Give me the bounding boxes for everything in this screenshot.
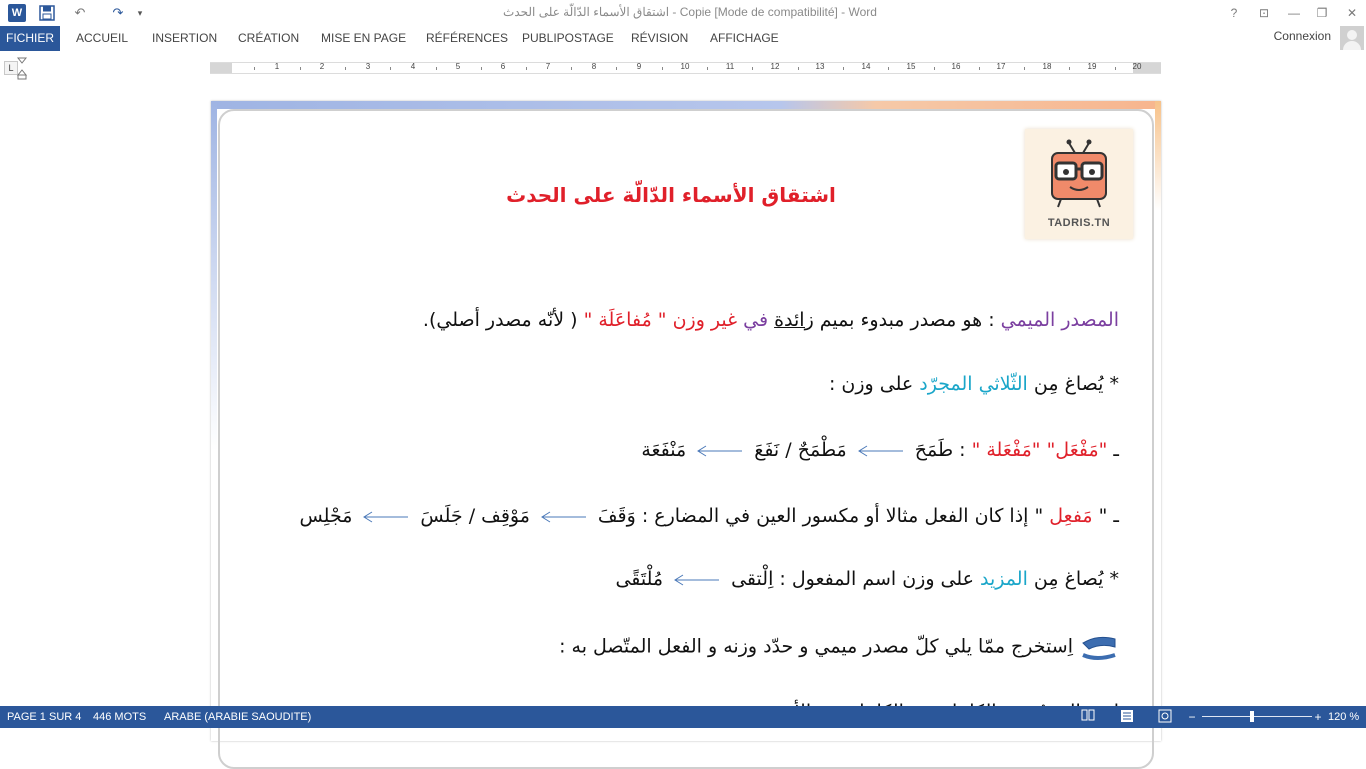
ruler-tick: [798, 67, 799, 70]
page-border-left: [211, 101, 217, 451]
tab-affichage[interactable]: AFFICHAGE: [710, 31, 779, 45]
ruler-number: 7: [545, 62, 551, 71]
text-segment: مَوْقِف / جَلَسَ: [420, 505, 530, 527]
text-segment-underlined: زائدة: [774, 309, 814, 331]
close-button[interactable]: ✕: [1346, 6, 1358, 20]
text-segment: : هو مصدر مبدوء بميم: [813, 309, 1001, 331]
language-indicator[interactable]: ARABE (ARABIE SAOUDITE): [164, 711, 312, 723]
ruler-number: 19: [1087, 62, 1097, 71]
text-segment: ـ ": [1092, 505, 1119, 527]
ruler-number: 15: [906, 62, 916, 71]
ruler-tick: [752, 67, 753, 70]
ruler-number: 16: [951, 62, 961, 71]
ruler-tick: [345, 67, 346, 70]
window-title: اشتقاق الأسماء الدّالّة على الحدث - Copie [Mode de compatibilité] - Word: [503, 5, 877, 19]
ruler-number: 10: [680, 62, 690, 71]
undo-icon[interactable]: ↶: [74, 5, 86, 20]
text-segment: ـ: [1107, 439, 1119, 461]
ruler-tick: [1024, 67, 1025, 70]
ruler-tick: [1115, 67, 1116, 70]
ruler-tick: [300, 67, 301, 70]
term-masdar-mimi: المصدر الميمي: [1000, 309, 1119, 331]
zoom-level[interactable]: 120 %: [1328, 711, 1360, 723]
tab-references[interactable]: RÉFÉRENCES: [426, 31, 509, 45]
zoom-out-icon[interactable]: −: [1188, 710, 1196, 724]
curved-arrow-icon: [1079, 633, 1119, 661]
text-segment: مَطْمَحٌ / نَفَعَ: [754, 439, 847, 461]
ruler-number: 5: [455, 62, 461, 71]
document-page[interactable]: [211, 101, 1161, 741]
text-segment: على وزن اسم المفعول : اِلْتقى: [731, 568, 981, 590]
restore-button[interactable]: ❐: [1316, 6, 1328, 20]
text-segment: على وزن :: [828, 373, 920, 395]
ruler-tick: [1069, 67, 1070, 70]
indent-marker-icon[interactable]: [17, 58, 27, 80]
ruler-number: 8: [591, 62, 597, 71]
read-mode-icon[interactable]: [1080, 709, 1096, 725]
arrow-icon: [696, 445, 744, 457]
help-icon[interactable]: ?: [1230, 6, 1238, 20]
redo-icon[interactable]: ↷: [112, 5, 124, 20]
zoom-slider-thumb[interactable]: [1250, 711, 1254, 722]
customize-quick-access-icon[interactable]: ▾: [137, 7, 143, 18]
ruler-number: 1: [274, 62, 280, 71]
ribbon-display-options-icon[interactable]: ⊡: [1258, 6, 1270, 20]
text-segment: غير وزن: [672, 309, 738, 331]
avatar[interactable]: [1340, 26, 1364, 50]
ribbon-tabs: [0, 26, 1366, 51]
ruler-tick: [481, 67, 482, 70]
tab-mise-en-page[interactable]: MISE EN PAGE: [321, 31, 407, 45]
tab-accueil[interactable]: ACCUEIL: [76, 31, 129, 45]
page-count[interactable]: PAGE 1 SUR 4: [7, 711, 82, 723]
text-segment: مَجْلِس: [299, 505, 353, 527]
paragraph-definition[interactable]: [423, 309, 1119, 331]
status-bar: [0, 706, 1366, 728]
zoom-in-icon[interactable]: +: [1314, 710, 1322, 724]
print-layout-icon[interactable]: [1119, 709, 1135, 725]
ruler-number: 12: [770, 62, 780, 71]
ruler-tick: [888, 67, 889, 70]
pattern-mafil: مَفعِل: [1049, 505, 1093, 527]
ruler-number: 17: [996, 62, 1006, 71]
paragraph-rule-thulathi[interactable]: [829, 373, 1119, 395]
arrow-icon: [857, 445, 905, 457]
save-icon[interactable]: [37, 3, 57, 23]
ruler-number: 4: [410, 62, 416, 71]
paragraph-rule-mazid[interactable]: [615, 568, 1119, 590]
ruler-tick: [526, 67, 527, 70]
ruler-tick: [843, 67, 844, 70]
arrow-icon: [362, 511, 410, 523]
ruler-number: 18: [1042, 62, 1052, 71]
tab-publipostage[interactable]: PUBLIPOSTAGE: [522, 31, 614, 45]
ruler-tick: [707, 67, 708, 70]
ruler-tick: [662, 67, 663, 70]
text-segment: في: [737, 309, 775, 331]
title-bar: [0, 0, 1366, 26]
tab-insertion[interactable]: INSERTION: [152, 31, 218, 45]
ruler-tick: [436, 67, 437, 70]
ruler-tick: [616, 67, 617, 70]
web-layout-icon[interactable]: [1157, 709, 1173, 725]
text-segment: اِستخرج ممّا يلي كلّ مصدر ميمي و حدّد وزنه و الفعل المتّصل به :: [559, 635, 1073, 658]
ruler-number: 13: [815, 62, 825, 71]
zoom-slider[interactable]: [1202, 716, 1312, 717]
tadris-logo: [1025, 129, 1133, 239]
tv-mascot-icon: [1025, 129, 1133, 217]
text-segment: مَنْفَعَة: [641, 439, 687, 461]
ruler-number: 14: [861, 62, 871, 71]
arrow-icon: [673, 574, 721, 586]
text-segment: " مُفاعَلَة ": [577, 309, 673, 331]
ruler-number: 3: [365, 62, 371, 71]
ruler-tick: [979, 67, 980, 70]
ruler-tick: [390, 67, 391, 70]
arrow-icon: [540, 511, 588, 523]
page-border-right: [1155, 101, 1161, 211]
ruler-number: 2: [319, 62, 325, 71]
word-logo-icon[interactable]: W: [8, 4, 26, 22]
text-segment: * يُصاغ مِن: [1027, 373, 1119, 395]
paragraph-exercise-instruction[interactable]: [559, 633, 1119, 661]
text-segment: ( لأنّه مصدر أصلي).: [422, 309, 578, 331]
ruler-left-margin: [210, 63, 232, 73]
logo-text: TADRIS.TN: [1047, 217, 1111, 229]
text-segment: : طَمَحَ: [914, 439, 972, 461]
word-count[interactable]: 446 MOTS: [93, 711, 147, 723]
ruler-number: 20: [1132, 62, 1142, 71]
tab-creation[interactable]: CRÉATION: [238, 31, 300, 45]
ruler-tick: [571, 67, 572, 70]
ruler-tick: [254, 67, 255, 70]
minimize-button[interactable]: —: [1288, 6, 1300, 20]
text-segment: مُلْتَقًى: [615, 568, 664, 590]
term-thulathi: الثّلاثي المجرّد: [919, 373, 1028, 395]
pattern-mafal: "مَفْعَل" "مَفْعَلة ": [971, 439, 1108, 461]
ruler-number: 9: [636, 62, 642, 71]
tab-fichier[interactable]: FICHIER: [0, 26, 60, 51]
ruler-tick: [934, 67, 935, 70]
paragraph-example-mafil[interactable]: [299, 505, 1119, 527]
text-segment: * يُصاغ مِن: [1027, 568, 1119, 590]
ruler-number: 11: [725, 62, 735, 71]
sign-in-link[interactable]: Connexion: [1273, 29, 1331, 43]
paragraph-example-mafal[interactable]: [641, 439, 1119, 461]
horizontal-ruler[interactable]: [210, 62, 1161, 74]
document-title[interactable]: اشتقاق الأسماء الدّالّة على الحدث: [506, 183, 836, 207]
page-border-top: [211, 101, 1161, 109]
document-workspace: [0, 51, 1366, 706]
ruler-number: 6: [500, 62, 506, 71]
term-mazid: المزيد: [980, 568, 1028, 590]
tab-revision[interactable]: RÉVISION: [631, 31, 689, 45]
text-segment: " إذا كان الفعل مثالا أو مكسور العين في المضارع : وَقَفَ: [597, 505, 1050, 527]
tab-selector-button[interactable]: L: [4, 61, 18, 75]
